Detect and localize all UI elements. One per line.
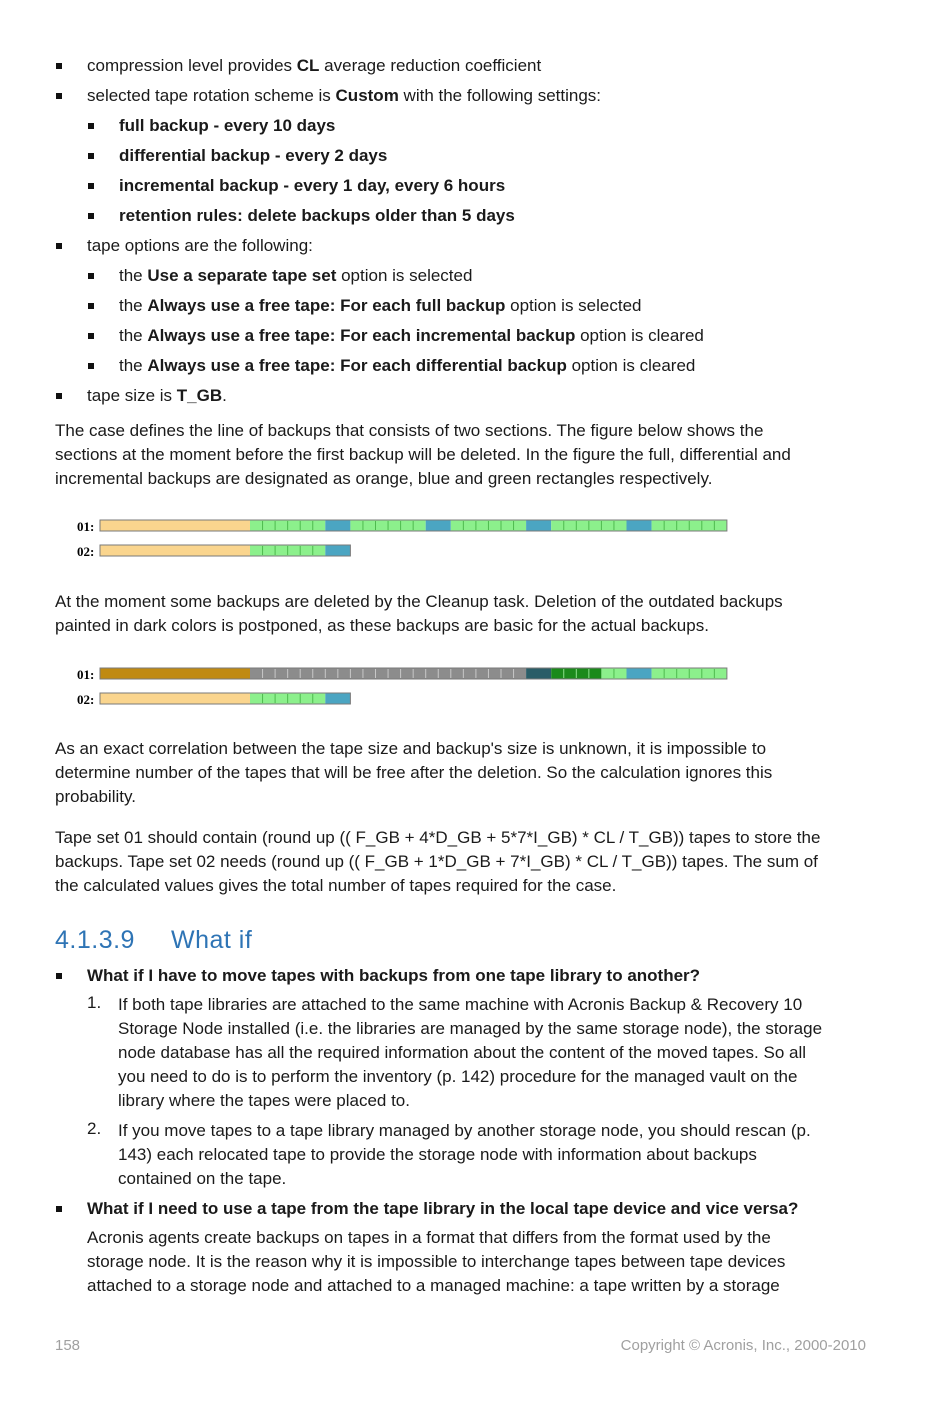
bullet-icon [88, 183, 94, 189]
backup-block-full [100, 693, 250, 704]
row-label-01: 01: [77, 667, 95, 682]
paragraph: At the moment some backups are deleted by the Cleanup task. Deletion of the outdated backups painted in dark colors is postponed, as these backups are basic for the actual backups. [55, 592, 783, 635]
backup-block-diff [627, 520, 652, 531]
bullet-icon [88, 363, 94, 369]
bullet-icon [88, 333, 94, 339]
row-label-02: 02: [77, 692, 95, 707]
section-title: What if [171, 926, 253, 954]
page-number: 158 [55, 1337, 81, 1354]
figure-backup-line-after-cleanup [70, 660, 750, 710]
backup-block-full [100, 520, 250, 531]
backup-block-diff_dark [526, 668, 551, 679]
bullet-icon [56, 1206, 62, 1212]
tape-set-02-row [100, 693, 350, 704]
bullet-icon [56, 243, 62, 249]
backup-block-diff [526, 520, 551, 531]
backup-block-diff [325, 693, 350, 704]
bullet-icon [56, 63, 62, 69]
row-label-02: 02: [77, 544, 95, 559]
row-label-01: 01: [77, 519, 95, 534]
tape-set-02-row [100, 545, 350, 556]
copyright: Copyright © Acronis, Inc., 2000-2010 [620, 1337, 866, 1354]
bullet-icon [88, 153, 94, 159]
tape-set-01-row [100, 520, 727, 531]
section-number: 4.1.3.9 [55, 926, 135, 954]
tape-set-01-row [100, 668, 727, 679]
paragraph: Acronis agents create backups on tapes in a format that differs from the format used by the storage node. It is the reason why it is impossible to interchange tapes between tape devices attached to a storage node and attached to a managed machine: a tape written by a storage [87, 1228, 786, 1295]
bullet-icon [88, 273, 94, 279]
bullet-icon [88, 303, 94, 309]
bullet-icon [56, 393, 62, 399]
bullet-icon [88, 213, 94, 219]
backup-block-diff [325, 520, 350, 531]
paragraph: Tape set 01 should contain (round up (( F_GB + 4*D_GB + 5*7*I_GB) * CL / T_GB)) tapes to store the backups. Tape set 02 needs (round up (( F_GB + 1*D_GB + 7*I_GB) * CL / T_GB)) tapes. The sum of the calculated values gives the total number of tapes required for the case. [55, 828, 821, 895]
paragraph: The case defines the line of backups that consists of two sections. The figure below shows the sections at the moment before the first backup will be deleted. In the figure the full, differential and incremental backups are designated as orange, blue and green rectangles respectively. [55, 421, 791, 488]
section-heading [55, 926, 252, 955]
backup-block-diff [627, 668, 652, 679]
backup-block-full_dark [100, 668, 250, 679]
paragraph: As an exact correlation between the tape size and backup's size is unknown, it is impossible to determine number of the tapes that will be free after the deletion. So the calculation ignores this probability. [55, 739, 773, 806]
backup-block-diff [325, 545, 350, 556]
bullet-icon [56, 973, 62, 979]
figure-backup-line-before [70, 512, 750, 562]
backup-block-full [100, 545, 250, 556]
bullet-icon [88, 123, 94, 129]
bullet-icon [56, 93, 62, 99]
backup-block-diff [426, 520, 451, 531]
